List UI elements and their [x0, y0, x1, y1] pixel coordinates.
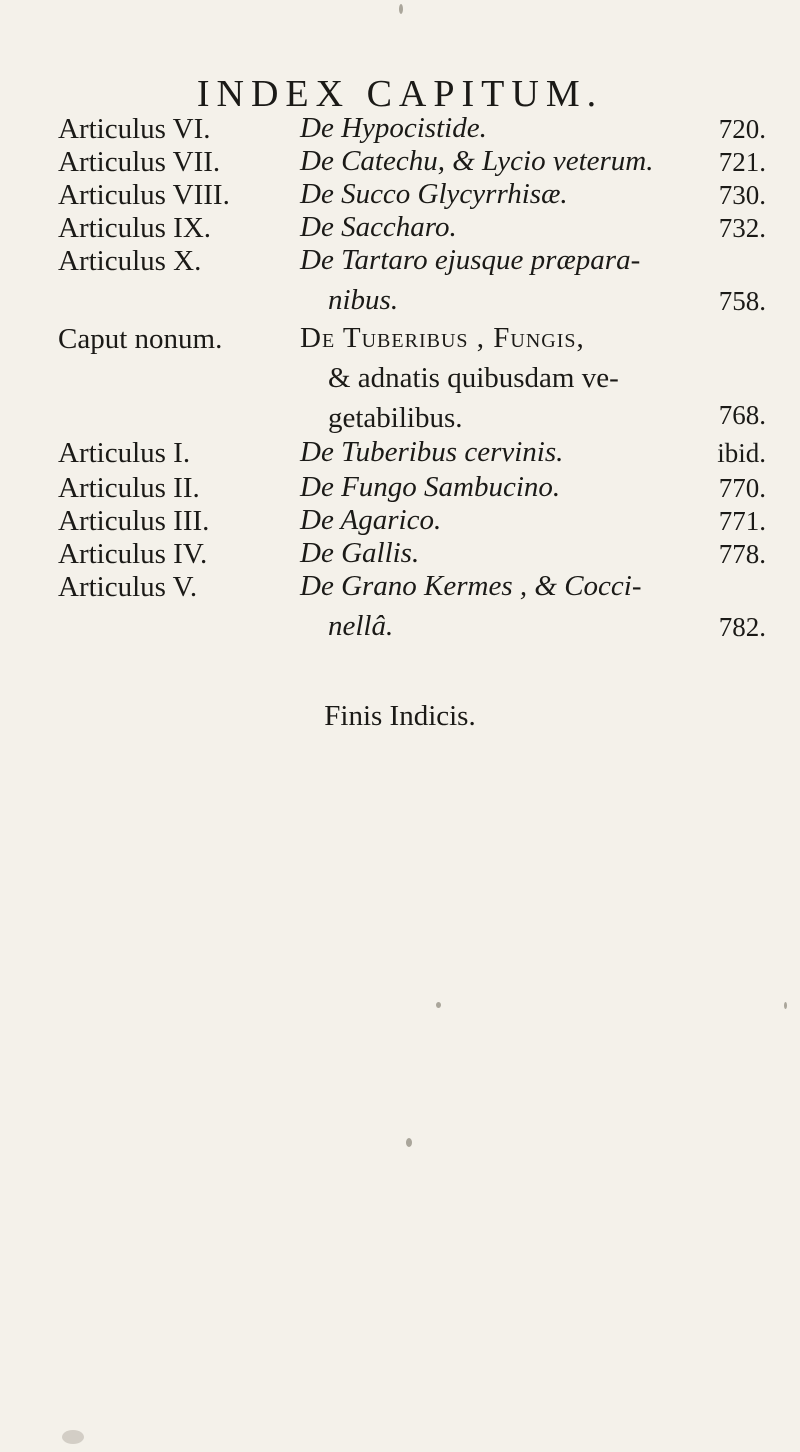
page-number: 758. — [718, 286, 766, 316]
page-number: 778. — [718, 539, 766, 569]
entry-title: De Fungo Sambucino. — [300, 471, 561, 503]
entry-title: De Hypocistide. — [300, 112, 487, 144]
index-label: Articulus V. — [58, 571, 198, 603]
index-label: Articulus III. — [58, 505, 210, 537]
page-number: 771. — [718, 506, 766, 536]
page-title: INDEX CAPITUM. — [196, 73, 604, 115]
entry-title: De Saccharo. — [300, 211, 457, 243]
index-label: Articulus X. — [58, 245, 202, 277]
entry-title-line: De Tartaro ejusque præpara- — [300, 244, 641, 276]
entry-title: De Gallis. — [300, 537, 420, 569]
index-label: Articulus VIII. — [58, 179, 230, 211]
index-label: Articulus II. — [58, 472, 200, 504]
chapter-label: Caput nonum. — [58, 323, 223, 355]
entry-title-line: nellâ. — [328, 610, 394, 642]
finis-line: Finis Indicis. — [324, 700, 476, 732]
page-number: 721. — [718, 147, 766, 177]
entry-title: De Tuberibus cervinis. — [300, 436, 564, 468]
page-number: 770. — [718, 473, 766, 503]
page-number: 732. — [718, 213, 766, 243]
entry-title-line: getabilibus. — [328, 402, 463, 434]
paper-speck — [436, 1002, 441, 1008]
page-number: 730. — [718, 180, 766, 210]
index-label: Articulus IX. — [58, 212, 212, 244]
index-label: Articulus I. — [58, 437, 191, 469]
page-number: 768. — [718, 400, 766, 430]
page-number: ibid. — [717, 438, 766, 468]
page-number: 720. — [718, 114, 766, 144]
index-label: Articulus VII. — [58, 146, 221, 178]
paper-speck — [62, 1430, 84, 1444]
index-label: Articulus VI. — [58, 113, 211, 145]
paper-speck — [406, 1138, 412, 1147]
index-label: Articulus IV. — [58, 538, 208, 570]
entry-title-line: nibus. — [328, 284, 399, 316]
paper-speck — [399, 4, 403, 14]
entry-title-line: & adnatis quibusdam ve- — [328, 362, 619, 394]
entry-title: De Catechu, & Lycio veterum. — [300, 145, 654, 177]
entry-title: De Agarico. — [300, 504, 442, 536]
index-entry — [300, 318, 770, 438]
entry-title-line: De Grano Kermes , & Cocci- — [300, 570, 642, 602]
paper-speck — [784, 1002, 787, 1009]
index-entry — [300, 432, 770, 472]
entry-title-line: De Tuberibus , Fungis, — [300, 322, 585, 354]
index-entry — [300, 566, 770, 646]
page-number: 782. — [718, 612, 766, 642]
index-entry — [300, 240, 770, 320]
entry-title: De Succo Glycyrrhisæ. — [300, 178, 568, 210]
